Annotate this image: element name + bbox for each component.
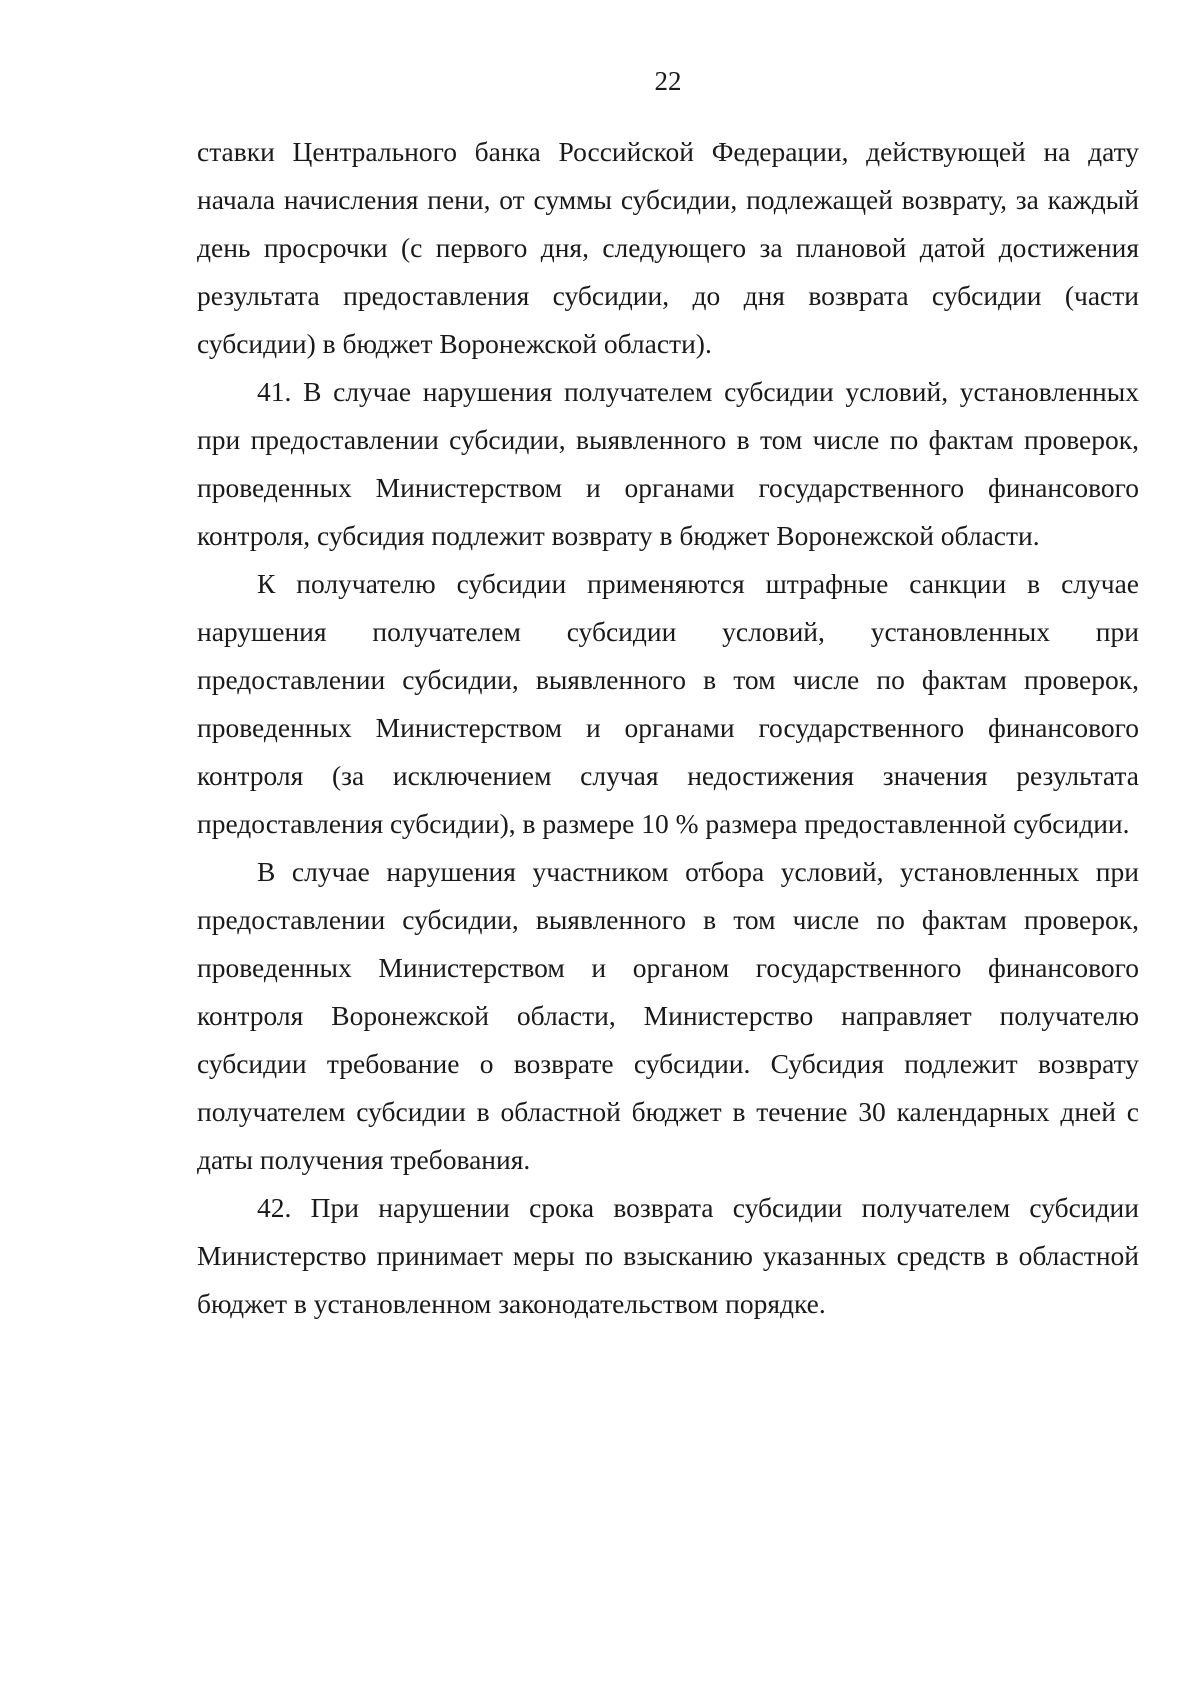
paragraph-clause-41: 41. В случае нарушения получателем субсидии условий, установленных при предоставлении субсидии, выявленного в том числе по фактам проверок, проведенных Министерством и органами государственного финансового контроля, субсидия подлежит возврату в бюджет Воронежской области. <box>197 376 1139 551</box>
paragraph-continuation-penalty-rate: ставки Центрального банка Российской Федерации, действующей на дату начала начисления пени, от суммы субсидии, подлежащей возврату, за каждый день просрочки (с первого дня, следующего за плановой датой достижения результата предоставления субсидии, до дня возврата субсидии (части субсидии) в бюджет Воронежской области). <box>197 136 1139 359</box>
paragraph-clause-42: 42. При нарушении срока возврата субсидии получателем субсидии Министерство принимает меры по взысканию указанных средств в областной бюджет в установленном законодательством порядке. <box>197 1192 1139 1319</box>
page-number: 22 <box>654 66 682 96</box>
document-body <box>197 128 1139 1328</box>
paragraph-return-requirement: В случае нарушения участником отбора условий, установленных при предоставлении субсидии, выявленного в том числе по фактам проверок, проведенных Министерством и органом государственного финансового контроля Воронежской области, Министерство направляет получателю субсидии требование о возврате субсидии. Субсидия подлежит возврату получателем субсидии в областной бюджет в течение 30 календарных дней с даты получения требования. <box>197 856 1139 1175</box>
paragraph-penalty-sanctions: К получателю субсидии применяются штрафные санкции в случае нарушения получателем субсидии условий, установленных при предоставлении субсидии, выявленного в том числе по фактам проверок, проведенных Министерством и органами государственного финансового контроля (за исключением случая недостижения значения результата предоставления субсидии), в размере 10 % размера предоставленной субсидии. <box>197 568 1139 839</box>
